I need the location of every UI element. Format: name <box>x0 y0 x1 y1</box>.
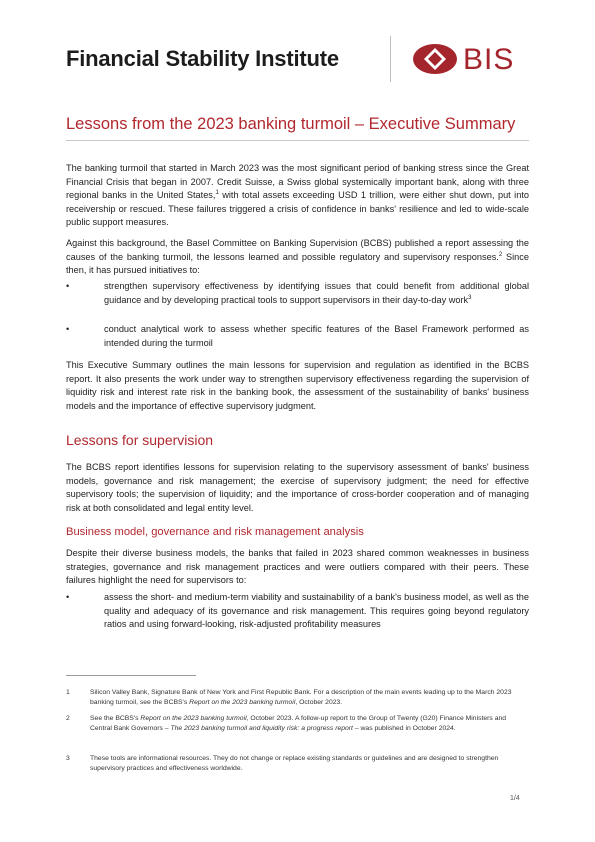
footnote-ref-3[interactable]: 3 <box>468 294 472 301</box>
footnote-text: , October 2023. <box>295 699 343 706</box>
footnote-ref-2[interactable]: 2 <box>498 251 503 258</box>
footnote-report-link[interactable]: Report on the 2023 banking turmoil <box>140 715 247 722</box>
footnote-progress-report-link[interactable]: The 2023 banking turmoil and liquidity risk: a progress report <box>170 725 353 732</box>
footnote-text: See the BCBS's <box>90 715 141 722</box>
bullet-text: conduct analytical work to assess whether specific features of the Basel Framework performed as intended during the turmoil <box>104 324 529 348</box>
footnote-number: 1 <box>66 689 70 696</box>
intro-paragraph-3: This Executive Summary outlines the main lessons for supervision and regulation as identified in the BCBS report. It also presents the work under way to strengthen supervisory effectiveness regarding the supervision of liquidity risk and interest rate risk in the banking book, the assessment of the sustainability of banks' business models and the importance of effective supervisory judgment. <box>66 360 529 411</box>
subsection-heading: Business model, governance and risk management analysis <box>66 526 364 538</box>
footnote-report-link[interactable]: Report on the 2023 banking turmoil <box>189 699 296 706</box>
intro-paragraph-2 <box>66 237 529 278</box>
intro-p1-text-a: The banking turmoil that started in March 2023 was the most significant period of banking stress since the Great Financial Crisis that began in 2007. Credit Suisse, a Swiss global systemically important bank, along with three regional banks in the United States, <box>66 163 529 201</box>
section-heading: Lessons for supervision <box>66 432 214 448</box>
institute-name: Financial Stability Institute <box>66 46 339 71</box>
intro-p2-text-a: Against this background, the Basel Committee on Banking Supervision (BCBS) published a report assessing the causes of the banking turmoil, the lessons learned and possible regulatory and supervisory responses. <box>66 238 529 262</box>
section-paragraph-1: The BCBS report identifies lessons for supervision relating to the supervisory assessment of banks' business models, governance and risk management; the exercise of supervisory judgment; the need for effective supervisory tools; the supervision of liquidity; and the importance of cross-border cooperation and of managing risk at both consolidated and legal entity level. <box>66 462 529 513</box>
footnote-ref-1[interactable]: 1 <box>215 190 219 197</box>
intro-paragraph-1 <box>66 162 529 230</box>
footnote-rule <box>66 675 196 676</box>
footnote-text: These tools are informational resources. They do not change or replace existing standards or guidelines and are designed to strengthen supervisory practices and effectiveness worldwide. <box>90 755 499 772</box>
bullet-text: assess the short- and medium-term viability and sustainability of a bank's business model, as well as the quality and adequacy of its governance and risk management. This requires going beyond regulatory ratios and using forward-looking, risk-adjusted profitability measures <box>104 592 529 630</box>
bullet-icon: • <box>66 281 70 291</box>
footnote-text: – was published in October 2024. <box>352 725 456 732</box>
intro-p2-text-b: Since then, it has pursued initiatives to: <box>66 251 529 276</box>
bullet-icon: • <box>66 592 70 602</box>
bis-logo-text: BIS <box>463 43 515 76</box>
section-paragraph-2: Despite their diverse business models, the banks that failed in 2023 shared common weaknesses in business strategies, governance and risk management practices and were outliers compared with their peers. These failures highlight the need for supervisors to: <box>66 548 529 586</box>
footnote-text: Silicon Valley Bank, Signature Bank of New York and First Republic Bank. For a description of the main events leading up to the March 2023 banking turmoil, see the BCBS's <box>90 689 512 706</box>
footnote-number: 2 <box>66 715 70 722</box>
header-divider <box>390 36 391 82</box>
bullet-icon: • <box>66 324 70 334</box>
title-rule <box>66 140 529 141</box>
document-title: Lessons from the 2023 banking turmoil – Executive Summary <box>66 115 516 133</box>
footnote-text: , October 2023. A follow-up report to the Group of Twenty (G20) Finance Ministers and Central Bank Governors – <box>90 715 507 732</box>
footnote-number: 3 <box>66 755 70 762</box>
intro-p1-text-b: with total assets exceeding USD 1 trillion, were either shut down, put into receivership or rescued. These failures triggered a crisis of confidence in banks' resilience and led to wide-scale public support measures. <box>66 190 529 228</box>
page-number: 1/4 <box>510 795 520 802</box>
bullet-text: strengthen supervisory effectiveness by identifying issues that could benefit from additional global guidance and by developing practical tools to support supervisors in their day-to-day work <box>104 281 529 305</box>
